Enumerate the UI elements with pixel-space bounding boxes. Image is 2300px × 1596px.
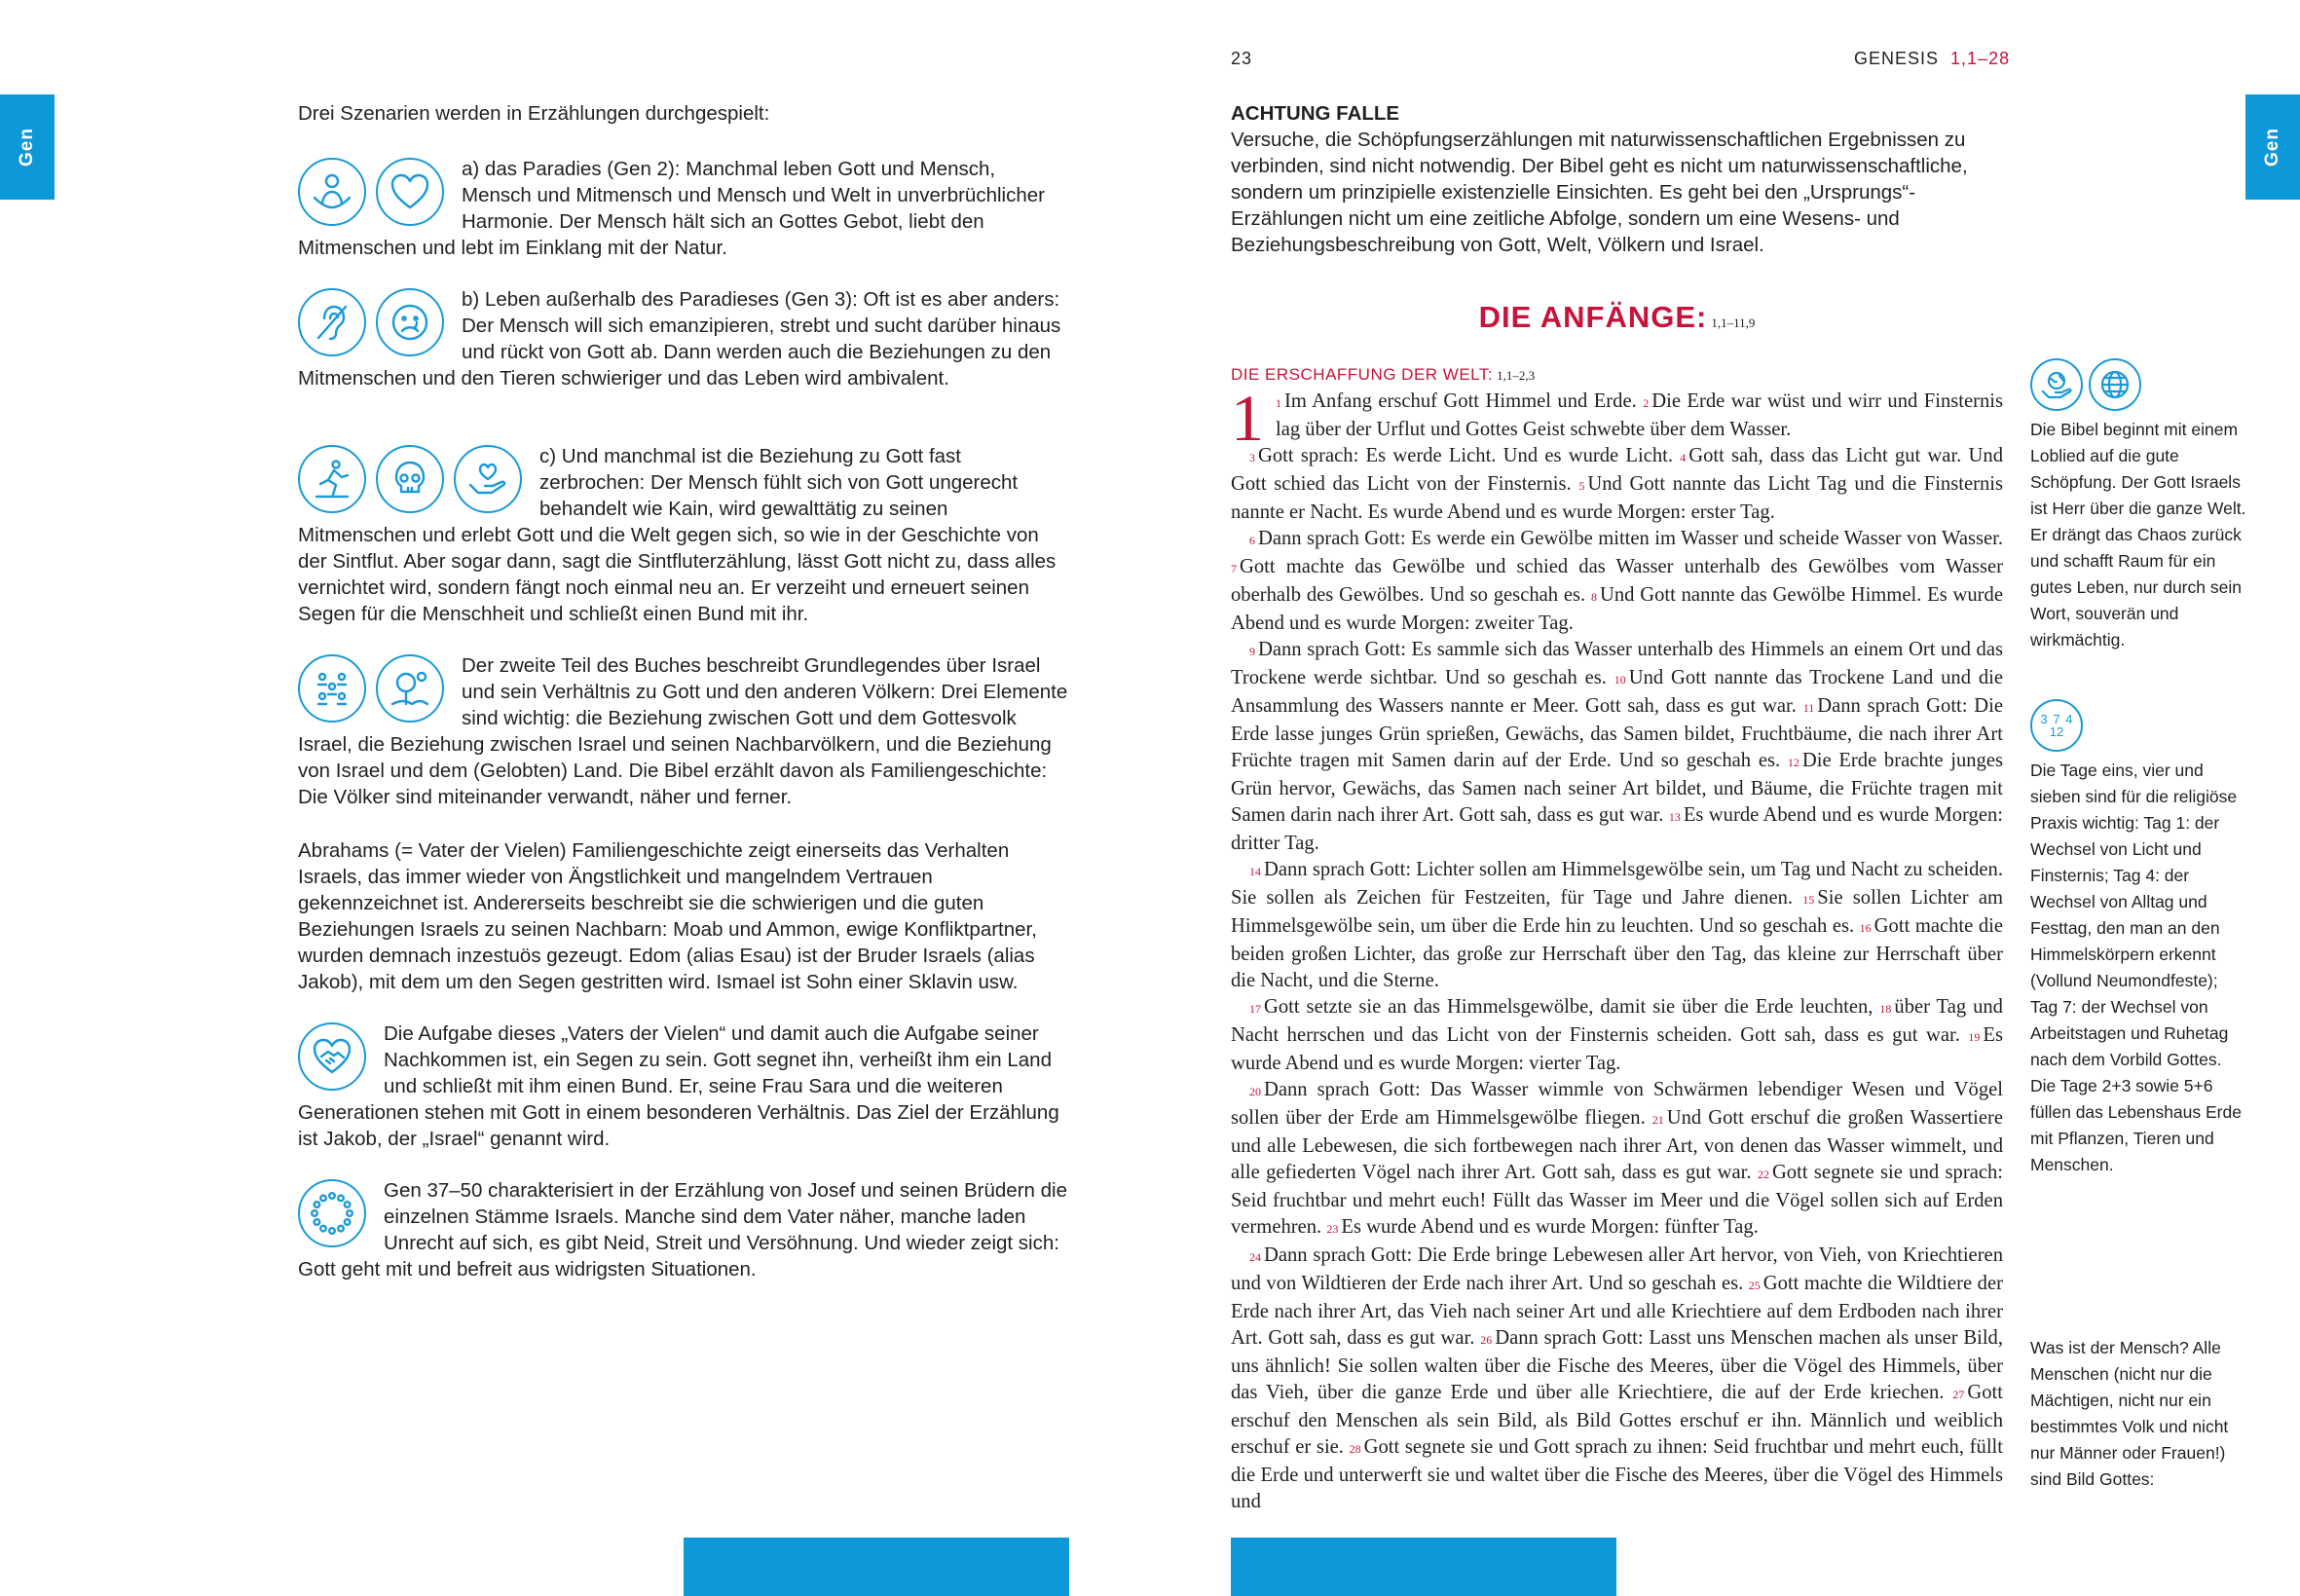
section-g-text: Gen 37–50 charakterisiert in der Erzählung von Josef und seinen Brüdern die einzelnen Stämme Israels. Manche sind dem Vater näher, manche laden Unrecht auf sich, es gibt Neid, Streit und Versöhnung. Und wieder zeigt sich: Gott geht mit und befreit aus widrigsten Situationen. bbox=[298, 1179, 1067, 1281]
verse-number: 6 bbox=[1249, 534, 1255, 547]
verse-number: 17 bbox=[1249, 1002, 1261, 1016]
verse-number: 1 bbox=[1276, 396, 1281, 410]
bible-paragraph bbox=[1231, 1243, 2003, 1515]
section-title bbox=[1231, 300, 2003, 335]
chapter-number: 1 bbox=[1231, 381, 1264, 455]
warning-title: ACHTUNG FALLE bbox=[1231, 102, 1400, 125]
margin-note-days-icons bbox=[2030, 699, 2249, 752]
verse-number: 5 bbox=[1578, 479, 1585, 493]
verse-number: 15 bbox=[1802, 893, 1815, 907]
people-group-icon bbox=[298, 654, 366, 723]
section-f-icons bbox=[298, 1022, 366, 1091]
calendar-numbers-label: 3 7 4 12 bbox=[2040, 712, 2073, 739]
verse-text: Dann sprach Gott: Die Erde bringe Lebewesen aller Art hervor, von Vieh, von Kriechtieren und von Wildtieren der Erde nach ihrer Art. Und so geschah es. bbox=[1231, 1244, 2003, 1294]
verse-text: Dann sprach Gott: Das Wasser wimmle von Schwärmen lebendiger Wesen und Vögel sollen über der Erde am Himmelsgewölbe fliegen. bbox=[1231, 1079, 2003, 1129]
section-a-text: a) das Paradies (Gen 2): Manchmal leben Gott und Mensch, Mensch und Mitmensch und Mensch und Welt in unverbrüchlicher Harmonie. Der Mensch hält sich an Gottes Gebot, liebt den Mitmenschen und lebt im Einklang mit der Natur. bbox=[298, 158, 1045, 259]
handshake-heart-icon bbox=[298, 1022, 366, 1091]
verse-number: 12 bbox=[1787, 756, 1799, 769]
verse-text: Gott setzte sie an das Himmelsgewölbe, damit sie über die Erde leuchten, bbox=[1264, 996, 1873, 1018]
verse-number: 13 bbox=[1668, 810, 1681, 824]
section-israel bbox=[298, 652, 1070, 810]
heart-icon bbox=[376, 158, 444, 226]
warning-box bbox=[1231, 100, 2003, 258]
subsection-title-text: DIE ERSCHAFFUNG DER WELT: bbox=[1231, 365, 1494, 384]
calendar-numbers-icon bbox=[2030, 699, 2083, 752]
verse-number: 26 bbox=[1480, 1333, 1493, 1347]
margin-note-creation-icons bbox=[2030, 358, 2249, 411]
section-c-text: c) Und manchmal ist die Beziehung zu Gott fast zerbrochen: Der Mensch fühlt sich von Gott ungerecht behandelt wie Kain, wird gewalttätig zu seinen Mitmenschen und erlebt Gott und die Welt gegen sich, so wie in der Geschichte von der Sintflut. Aber sogar dann, sagt die Sintfluterzählung, lässt Gott nicht zu, dass alles vernichtet wird, sondern fängt noch einmal neu an. Er verzeiht und erneuert seinen Segen für die Menschheit und schließt einen Bund mit ihr. bbox=[298, 445, 1057, 625]
verse-number: 28 bbox=[1349, 1442, 1361, 1456]
chapter-tab-right[interactable] bbox=[2245, 94, 2300, 200]
verse-text: über Tag und Nacht herrschen und das Licht von der Finsternis scheiden. Gott sah, dass es gut war. bbox=[1231, 996, 2003, 1046]
subsection-title bbox=[1231, 365, 1535, 385]
verse-number: 9 bbox=[1249, 645, 1255, 658]
verse-number: 22 bbox=[1757, 1168, 1769, 1181]
verse-text: Es wurde Abend und es wurde Morgen: vierter Tag. bbox=[1231, 1024, 2003, 1074]
hand-person-icon bbox=[298, 158, 366, 226]
verse-text: Dann sprach Gott: Lasst uns Menschen machen als unser Bild, uns ähnlich! Sie sollen walten über die Fische des Meeres, über die Vögel des Himmels, über das Vieh, über die ganze Erde und über alle Kriechtiere, die auf der Erde kriechen. bbox=[1231, 1327, 2003, 1403]
margin-note-human-text: Was ist der Mensch? Alle Menschen (nicht nur die Mächtigen, nicht nur ein bestimmtes Volk und nicht nur Männer oder Frauen!) sind Bild Gottes: bbox=[2030, 1338, 2229, 1489]
section-joseph bbox=[298, 1177, 1070, 1282]
bible-paragraph bbox=[1231, 381, 2004, 455]
verse-number: 14 bbox=[1249, 865, 1261, 878]
verse-text: Im Anfang erschuf Gott Himmel und Erde. bbox=[1284, 390, 1637, 412]
verse-number: 23 bbox=[1326, 1222, 1339, 1236]
verse-text: Es wurde Abend und es wurde Morgen: fünfter Tag. bbox=[1341, 1216, 1759, 1238]
verse-text: Sie sollen Lichter am Himmelsgewölbe sein, um über die Erde hin zu leuchten. Und so geschah es. bbox=[1231, 887, 2003, 937]
chapter-tab-left-label: Gen bbox=[16, 128, 37, 167]
verse-number: 8 bbox=[1590, 590, 1597, 604]
verse-number: 27 bbox=[1952, 1388, 1965, 1401]
section-blessing bbox=[298, 1021, 1070, 1152]
bible-paragraph bbox=[1231, 1077, 2003, 1243]
margin-note-days-text: Die Tage eins, vier und sieben sind für die religiöse Praxis wichtig: Tag 1: der Wechsel von Licht und Finsternis; Tag 4: der Wechsel von Alltag und Festtag, den man an den Himmelskörpern erkennt (Vollund Neumondfeste); Tag 7: der Wechsel von Arbeitstagen und Ruhetag nach dem Vorbild Gottes. Die Tage 2+3 sowie 5+6 füllen das Lebenshaus Erde mit Pflanzen, Tieren und Menschen. bbox=[2030, 761, 2242, 1174]
section-paradise bbox=[298, 156, 1070, 261]
bible-paragraph bbox=[1231, 637, 2003, 857]
running-header bbox=[1854, 49, 2010, 69]
section-broken-relation bbox=[298, 443, 1070, 627]
verse-text: Die Erde brachte junges Grün hervor, Gewächs, das Samen nach seiner Art bildet, und Bäume, die Früchte tragen mit Samen darin nach ihrer Art. Gott sah, dass es gut war. bbox=[1231, 750, 2004, 826]
verse-text: Es wurde Abend und es wurde Morgen: dritter Tag. bbox=[1231, 804, 2004, 854]
warning-text: Versuche, die Schöpfungserzählungen mit naturwissenschaftlichen Ergebnissen zu verbinden, sind nicht notwendig. Der Bibel geht es nicht um naturwissenschaftliche, sondern um prinzipielle existenzielle Einsichten. Es geht bei den „Ursprungs“-Erzählungen nicht um eine zeitliche Abfolge, sondern um eine Wesens- und Beziehungsbeschreibung von Gott, Welt, Völkern und Israel. bbox=[1231, 129, 1968, 256]
verse-number: 24 bbox=[1249, 1250, 1261, 1264]
verse-text: Dann sprach Gott: Lichter sollen am Himmelsgewölbe sein, um Tag und Nacht zu scheiden. Sie sollen als Zeichen für Festzeiten, für Tage und Jahre dienen. bbox=[1231, 859, 2003, 909]
verse-text: Und Gott nannte das Licht Tag und die Finsternis nannte er Nacht. Es wurde Abend und es wurde Morgen: erster Tag. bbox=[1231, 473, 2003, 523]
verse-text: Dann sprach Gott: Es werde ein Gewölbe mitten im Wasser und scheide Wasser von Wasser. bbox=[1258, 528, 2003, 549]
section-title-text: DIE ANFÄNGE: bbox=[1478, 300, 1708, 334]
skull-icon bbox=[376, 445, 444, 513]
bible-paragraph bbox=[1231, 994, 2003, 1077]
globe-icon bbox=[2089, 358, 2141, 411]
verse-number: 3 bbox=[1249, 451, 1255, 464]
verse-text: Gott erschuf den Menschen als sein Bild, als Bild Gottes erschuf er ihn. Männlich und weiblich erschuf er sie. bbox=[1231, 1382, 2004, 1458]
verse-number: 18 bbox=[1879, 1002, 1892, 1016]
section-a-icons bbox=[298, 158, 444, 226]
verse-number: 25 bbox=[1748, 1279, 1761, 1292]
section-title-ref: 1,1–11,9 bbox=[1711, 315, 1756, 330]
verse-text: Und Gott erschuf die großen Wassertiere und alle Lebewesen, die sich fortbewegen nach ihrer Art, von denen das Wasser wimmelt, und alle gefiederten Vögel nach ihrer Art. Gott sah, dass es gut war. bbox=[1231, 1107, 2003, 1183]
verse-text: Gott segnete sie und Gott sprach zu ihnen: Seid fruchtbar und mehrt euch, füllt die Erde und unterwerft sie und waltet über die Fische des Meeres, über die Vögel des Himmels und bbox=[1231, 1436, 2003, 1512]
margin-note-days bbox=[2030, 699, 2249, 1178]
verse-text: Und Gott nannte das Gewölbe Himmel. Es wurde Abend und es wurde Morgen: zweiter Tag. bbox=[1231, 584, 2003, 634]
subsection-title-ref: 1,1–2,3 bbox=[1497, 368, 1536, 383]
hand-heart-icon bbox=[454, 445, 522, 513]
verse-number: 19 bbox=[1968, 1030, 1981, 1044]
section-e-text: Abrahams (= Vater der Vielen) Familiengeschichte zeigt einerseits das Verhalten Israels, das immer wieder von Ängstlichkeit und mangelndem Vertrauen gekennzeichnet ist. Andererseits beschreibt sie die schwierigen und die guten Beziehungen Israels zu seinen Nachbarn: Moab und Ammon, ewige Konfliktpartner, wurden demnach inzestuös gezeugt. Edom (alias Esau) ist der Bruder Israels (alias Jakob), mit dem um den Segen gestritten wird. Ismael ist Sohn einer Sklavin usw. bbox=[298, 839, 1037, 993]
verse-number: 7 bbox=[1231, 562, 1237, 575]
verse-number: 4 bbox=[1680, 451, 1687, 464]
verse-text: Und Gott nannte das Trockene Land und die Ansammlung des Wassers nannte er Meer. Gott sah, dass es gut war. bbox=[1231, 667, 2003, 717]
verse-text: Die Erde war wüst und wirr und Finsternis lag über der Urflut und Gottes Geist schwebte über dem Wasser. bbox=[1276, 390, 2004, 440]
section-d-text: Der zweite Teil des Buches beschreibt Grundlegendes über Israel und sein Verhältnis zu Gott und den anderen Völkern: Drei Elemente sind wichtig: die Beziehung zwischen Gott und dem Gottesvolk Israel, die Beziehung zwischen Israel und seinen Nachbarvölkern, und die Beziehung von Israel und dem (Gelobten) Land. Die Bibel erzählt davon als Familiengeschichte: Die Völker sind miteinander verwandt, näher und ferner. bbox=[298, 654, 1068, 808]
running-figure-icon bbox=[298, 445, 366, 513]
page-number: 23 bbox=[1231, 49, 1253, 68]
section-b-text: b) Leben außerhalb des Paradieses (Gen 3): Oft ist es aber anders: Der Mensch will sich emanzipieren, strebt und sucht darüber hinaus und rückt von Gott ab. Dann werden auch die Beziehungen zu den Mitmenschen und den Tieren schwieriger und das Leben wird ambivalent. bbox=[298, 288, 1061, 390]
section-outside-paradise bbox=[298, 286, 1070, 391]
chapter-tab-right-label: Gen bbox=[2261, 128, 2282, 167]
section-d-icons bbox=[298, 654, 444, 723]
footer-bar-left bbox=[684, 1538, 1069, 1596]
circle-of-dots-icon bbox=[298, 1179, 366, 1247]
verse-text: Gott machte das Gewölbe und schied das Wasser unterhalb des Gewölbes vom Wasser oberhalb des Gewölbes. Und so geschah es. bbox=[1231, 556, 2003, 606]
section-g-icons bbox=[298, 1179, 366, 1247]
bible-paragraph bbox=[1231, 443, 2003, 526]
earth-hand-icon bbox=[2030, 358, 2083, 411]
running-header-book: GENESIS bbox=[1854, 49, 1940, 68]
section-f-text: Die Aufgabe dieses „Vaters der Vielen“ und damit auch die Aufgabe seiner Nachkommen ist, ein Segen zu sein. Gott segnet ihn, verheißt ihm ein Land und schließt mit ihm einen Bund. Er, seine Frau Sara und die weiteren Generationen stehen mit Gott in einem besonderen Verhältnis. Das Ziel der Erzählung ist Jakob, der „Israel“ genannt wird. bbox=[298, 1022, 1059, 1150]
running-header-range: 1,1–28 bbox=[1950, 49, 2011, 68]
bible-paragraph bbox=[1231, 857, 2003, 994]
verse-number: 10 bbox=[1614, 673, 1626, 687]
verse-text: Gott segnete sie und sprach: Seid fruchtbar und mehrt euch! Füllt das Wasser im Meer und die Vögel sollen sich auf Erden vermehren. bbox=[1231, 1162, 2003, 1238]
margin-note-creation-text: Die Bibel beginnt mit einem Loblied auf die gute Schöpfung. Der Gott Israels ist Herr über die ganze Welt. Er drängt das Chaos zurück und schafft Raum für ein gutes Leben, nur durch sein Wort, souverän und wirkmächtig. bbox=[2030, 420, 2246, 650]
verse-number: 20 bbox=[1249, 1085, 1261, 1098]
verse-text: Gott sprach: Es werde Licht. Und es wurde Licht. bbox=[1258, 445, 1674, 466]
bible-text bbox=[1231, 381, 2004, 1515]
tree-landscape-icon bbox=[376, 654, 444, 723]
verse-number: 11 bbox=[1802, 701, 1815, 715]
crossed-ear-icon bbox=[298, 288, 366, 356]
section-abraham bbox=[298, 837, 1070, 995]
verse-text: Gott machte die beiden großen Lichter, das große zur Herrschaft über den Tag, das kleine zur Herrschaft über die Nacht, und die Sterne. bbox=[1231, 915, 2003, 991]
chapter-tab-left[interactable] bbox=[0, 94, 55, 200]
verse-number: 16 bbox=[1859, 921, 1872, 935]
margin-note-human bbox=[2030, 1335, 2249, 1493]
margin-note-creation bbox=[2030, 358, 2249, 653]
verse-text: Dann sprach Gott: Die Erde lasse junges Grün sprießen, Gewächs, das Samen bildet, Fruchtbäume, die nach ihrer Art Früchte tragen mit Samen darin auf der Erde. Und so geschah es. bbox=[1231, 695, 2003, 771]
verse-text: Dann sprach Gott: Es sammle sich das Wasser unterhalb des Himmels an einem Ort und das Trockene werde sichtbar. Und so geschah es. bbox=[1231, 639, 2003, 688]
left-intro: Drei Szenarien werden in Erzählungen durchgespielt: bbox=[298, 102, 770, 125]
section-b-icons bbox=[298, 288, 444, 356]
verse-number: 21 bbox=[1651, 1113, 1664, 1127]
verse-text: Gott machte die Wildtiere der Erde nach ihrer Art, das Vieh nach seiner Art und alle Kriechtiere auf dem Erdboden nach ihrer Art. Gott sah, dass es gut war. bbox=[1231, 1273, 2003, 1349]
verse-number: 2 bbox=[1643, 396, 1650, 410]
footer-bar-right bbox=[1231, 1538, 1616, 1596]
verse-text: Gott sah, dass das Licht gut war. Und Gott schied das Licht von der Finsternis. bbox=[1231, 445, 2003, 495]
section-c-icons bbox=[298, 445, 522, 513]
sad-face-icon bbox=[376, 288, 444, 356]
bible-paragraph bbox=[1231, 526, 2003, 637]
